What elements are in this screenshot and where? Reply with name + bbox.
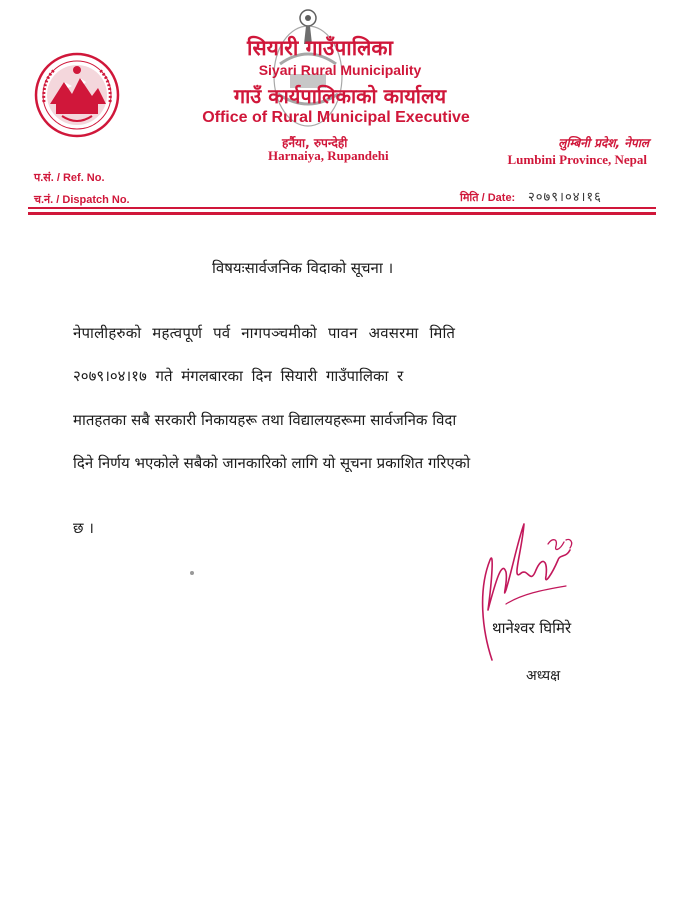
office-seal-stamp-icon: [270, 4, 348, 154]
province-np: लुम्बिनी प्रदेश, नेपाल: [558, 136, 649, 150]
office-name-en: Office of Rural Municipal Executive: [202, 109, 470, 126]
location-np: हर्नैया, रुपन्देही: [282, 136, 348, 150]
header-divider-thin: [28, 207, 656, 209]
office-name-np: गाउँ कार्यपालिकाको कार्यालय: [233, 84, 447, 108]
ref-number-label: प.सं. / Ref. No.: [34, 172, 105, 184]
municipality-name-np: सियारी गाउँपालिका: [247, 36, 393, 60]
location-en: Harnaiya, Rupandehi: [268, 148, 389, 163]
letter-body-line: नेपालीहरुको महत्वपूर्ण पर्व नागपञ्चमीको पावन अवसरमा मिति: [73, 324, 456, 342]
letter-body-line: छ ।: [73, 519, 94, 537]
municipality-name-en: Siyari Rural Municipality: [258, 62, 422, 78]
header-divider-thick: [28, 212, 656, 215]
date-value: २०७९।०४।१६: [528, 190, 602, 205]
province-en: Lumbini Province, Nepal: [507, 152, 647, 167]
handwritten-signature: [462, 520, 582, 670]
paper-speck: [190, 571, 194, 575]
date-label: मिति / Date:: [460, 192, 516, 204]
signatory-name: थानेश्वर घिमिरे: [492, 619, 572, 637]
letter-body-line: मातहतका सबै सरकारी निकायहरू तथा विद्यालयहरूमा सार्वजनिक विदा: [73, 411, 457, 429]
letter-subject: विषयःसार्वजनिक विदाको सूचना ।: [212, 259, 394, 277]
dispatch-number-label: च.नं. / Dispatch No.: [34, 194, 130, 206]
letter-body-line: २०७९।०४।१७ गते मंगलबारका दिन सियारी गाउँपालिका र: [73, 367, 404, 385]
letter-body-line: दिने निर्णय भएकोले सबैको जानकारिको लागि यो सूचना प्रकाशित गरिएको: [73, 454, 471, 472]
signatory-title: अध्यक्ष: [526, 668, 561, 684]
